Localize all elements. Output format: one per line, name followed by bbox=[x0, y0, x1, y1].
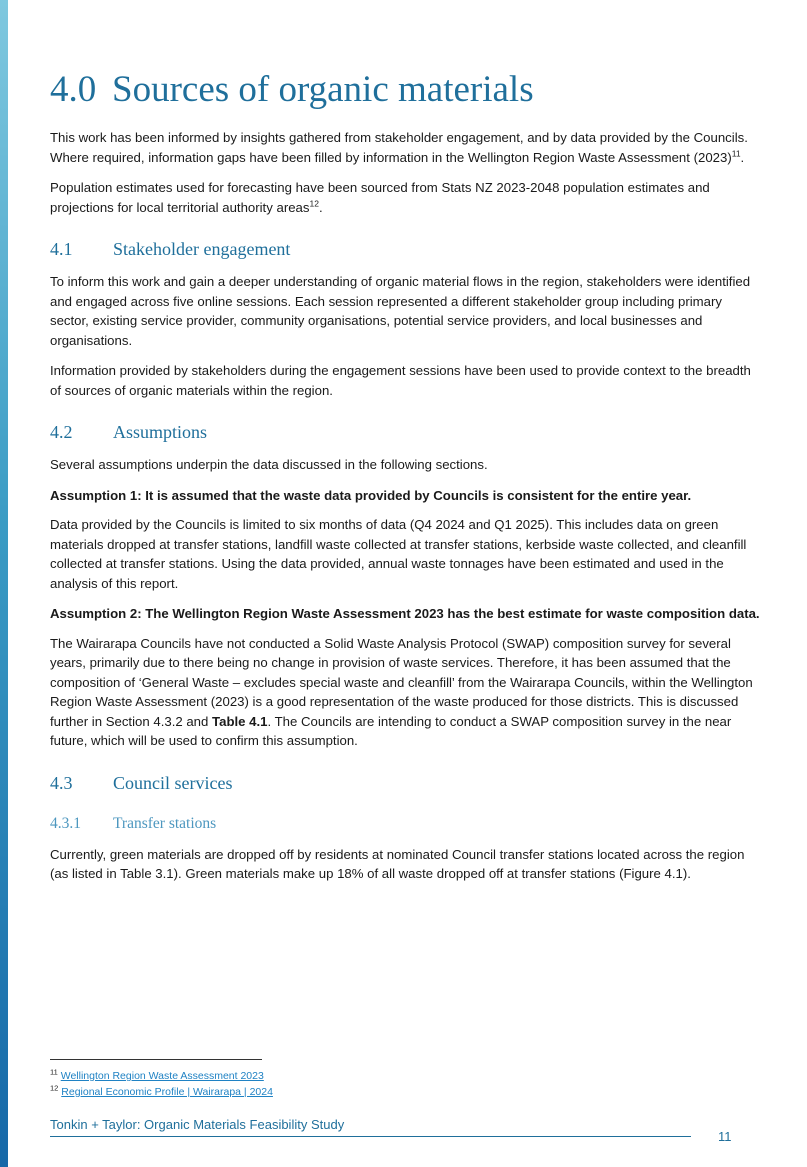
footnote-link-11[interactable]: Wellington Region Waste Assessment 2023 bbox=[60, 1070, 264, 1082]
footnote-link-12[interactable]: Regional Economic Profile | Wairarapa | 2024 bbox=[61, 1086, 273, 1098]
assumption-1: Assumption 1: It is assumed that the waste data provided by Councils is consistent for the entire year. bbox=[50, 487, 692, 503]
page-number: 11 bbox=[718, 1129, 732, 1144]
footer-rule bbox=[50, 1136, 691, 1137]
side-accent-bar bbox=[0, 0, 8, 1167]
stakeholder-paragraph-1: To inform this work and gain a deeper understanding of organic material flows in the region, stakeholders were identified and engaged across five online sessions. Each session represented a different stakeholder group including primary sector, existing service provider, community organisations, potential service providers, and local businesses and organisations. bbox=[50, 274, 751, 348]
page-title bbox=[50, 66, 762, 114]
section-heading-4-1: 4.1 Stakeholder engagement bbox=[50, 239, 291, 259]
assumption-2-paragraph: The Wairarapa Councils have not conducted a Solid Waste Analysis Protocol (SWAP) composition survey for several years, primarily due to there being no change in provision of waste services. Therefore, it has been assumed that the composition of ‘General Waste – excludes special waste and cleanfill’ from the Wairarapa Councils, within the Wellington Region Waste Assessment (2023) is a good representation of the waste produced for those districts. This is discussed further in Section 4.3.2 and Table 4.1. The Councils are intending to conduct a SWAP composition survey in the near future, which will be used to confirm this assumption. bbox=[50, 635, 753, 748]
assumption-2: Assumption 2: The Wellington Region Waste Assessment 2023 has the best estimate for waste composition data. bbox=[50, 606, 760, 621]
footnote-11: $^{11}$ Wellington Region Waste Assessment 2023 bbox=[50, 1067, 264, 1082]
footnote-ref-12[interactable]: 12 bbox=[309, 198, 319, 209]
intro-paragraph-1: This work has been informed by insights gathered from stakeholder engagement, and by data provided by the Councils. Where required, information gaps have been filled by information in the Wellington Region Waste Assessment $(2023)^{11}$. bbox=[50, 130, 748, 165]
table-reference: Table 4.1 bbox=[212, 713, 268, 729]
title-text: Sources of organic materials bbox=[112, 69, 534, 110]
stakeholder-paragraph-2: Information provided by stakeholders during the engagement sessions have been used to provide context to the breadth of sources of organic materials within the region. bbox=[50, 363, 751, 398]
footnote-12: $^{12}$ Regional Economic Profile | Wairarapa | 2024 bbox=[50, 1083, 273, 1098]
footnotes bbox=[50, 1068, 273, 1100]
intro-paragraph-2: Population estimates used for forecasting have been sourced from Stats NZ 2023-2048 population estimates and projections for local territorial authority areas$^{12}$. bbox=[50, 180, 710, 215]
transfer-stations-paragraph: Currently, green materials are dropped off by residents at nominated Council transfer stations located across the region (as listed in Table 3.1). Green materials make up 18% of all waste dropped off at transfer stations (Figure 4.1). bbox=[50, 846, 745, 881]
footnote-ref-11[interactable]: 11 bbox=[731, 148, 741, 159]
footer-title: Tonkin + Taylor: Organic Materials Feasibility Study bbox=[50, 1117, 345, 1132]
section-heading-4-3: 4.3 Council services bbox=[50, 772, 233, 793]
title-number: 4.0 bbox=[50, 69, 97, 110]
assumptions-intro: Several assumptions underpin the data discussed in the following sections. bbox=[50, 457, 488, 472]
subsection-heading-4-3-1: 4.3.1 Transfer stations bbox=[50, 814, 217, 832]
assumption-1-paragraph: Data provided by the Councils is limited to six months of data (Q4 2024 and Q1 2025). This includes data on green materials dropped at transfer stations, landfill waste collected at transfer stations, kerbside waste collected, and cleanfill collected at transfer stations. Using the data provided, annual waste tonnages have been estimated and used in the analysis of this report. bbox=[50, 517, 747, 591]
section-heading-4-2: 4.2 Assumptions bbox=[50, 422, 208, 442]
footnote-separator bbox=[50, 1059, 262, 1060]
page-content bbox=[50, 66, 762, 895]
